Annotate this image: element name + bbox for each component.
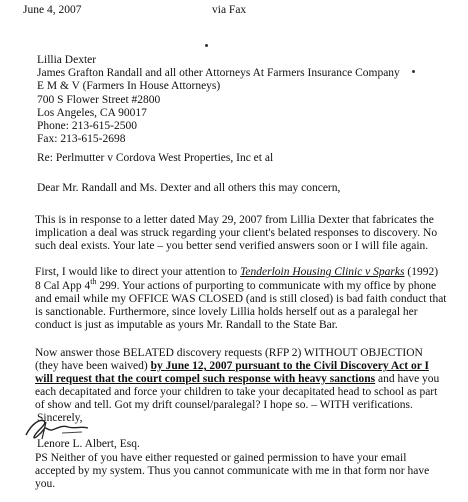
text-run: and have you — [375, 373, 440, 385]
re-line: Re: Perlmutter v Cordova West Properties, Inc et al — [37, 152, 274, 164]
recipient-line: E M & V (Farmers In House Attorneys) — [37, 80, 221, 93]
delivery-method: via Fax — [212, 4, 247, 16]
deadline-emphasis: by June 12, 2007 pursuant to the Civil Discovery Act or I — [150, 360, 429, 372]
paragraph-line: conduct is just as imputable as yours Mr. Randall to the State Bar. — [35, 319, 338, 331]
paragraph-line: such deal exists. Your late – you better send verified answers soon or I will file again. — [35, 240, 429, 252]
paragraph-line: Now answer those BELATED discovery requests (RFP 2) WITHOUT OBJECTION — [35, 347, 423, 359]
sanctions-emphasis: will request that the court compel such response with heavy sanctions — [35, 373, 376, 385]
recipient-line: Phone: 213-615-2500 — [37, 120, 137, 133]
paragraph-line — [35, 277, 437, 293]
postscript-line: PS Neither of you have either requested or gained permission to have your email — [35, 452, 407, 464]
recipient-line: Lillia Dexter — [37, 54, 97, 66]
closing: Sincerely, — [37, 412, 83, 424]
case-citation: Tenderloin Housing Clinic v Sparks — [240, 266, 405, 278]
recipient-line: Fax: 213-615-2698 — [37, 133, 126, 146]
salutation: Dear Mr. Randall and Ms. Dexter and all others this may concern, — [37, 182, 341, 194]
text-run: 299. Your actions of purporting to communicate with my office by phone — [96, 280, 437, 292]
paragraph-line — [35, 360, 429, 373]
scan-speck — [412, 70, 415, 73]
text-run: (1992) — [404, 266, 439, 278]
postscript-line: accepted by my system. Thus you cannot communicate with me in that form nor have — [35, 465, 430, 477]
superscript: th — [90, 277, 97, 287]
paragraph-line: This is in response to a letter dated May 29, 2007 from Lillia Dexter that fabricates the — [35, 214, 434, 226]
recipient-address-block — [37, 54, 400, 146]
text-run: (they have been waived) — [35, 360, 151, 372]
letter-date: June 4, 2007 — [23, 4, 82, 16]
paragraph-line: of show and tell. Got my drift counsel/paralegal? I hope so. – WITH verifications. — [35, 399, 413, 411]
recipient-line: Los Angeles, CA 90017 — [37, 106, 147, 119]
paragraph-line: is sanctionable. Furthermore, since lovely Lillia holds herself out as a paralegal her — [35, 306, 418, 318]
recipient-line: James Grafton Randall and all other Attorneys At Farmers Insurance Company — [37, 67, 400, 80]
paragraph-line — [35, 373, 439, 386]
text-run: First, I would like to direct your attention to — [35, 266, 241, 278]
signer-name: Lenore L. Albert, Esq. — [37, 438, 140, 450]
paragraph-line: and email while my OFFICE WAS CLOSED (and is still closed) is bad faith conduct that — [35, 293, 447, 305]
scan-speck — [205, 44, 208, 47]
paragraph-line: implication a deal was struck regarding your client's belated responses to discovery. No — [35, 227, 438, 239]
recipient-line: 700 S Flower Street #2800 — [37, 93, 161, 106]
paragraph-line: each decapitated and force your children to take your decapitated head to school as part — [35, 386, 438, 398]
postscript-line: you. — [35, 478, 56, 490]
text-run: 8 Cal App 4 — [35, 280, 91, 292]
